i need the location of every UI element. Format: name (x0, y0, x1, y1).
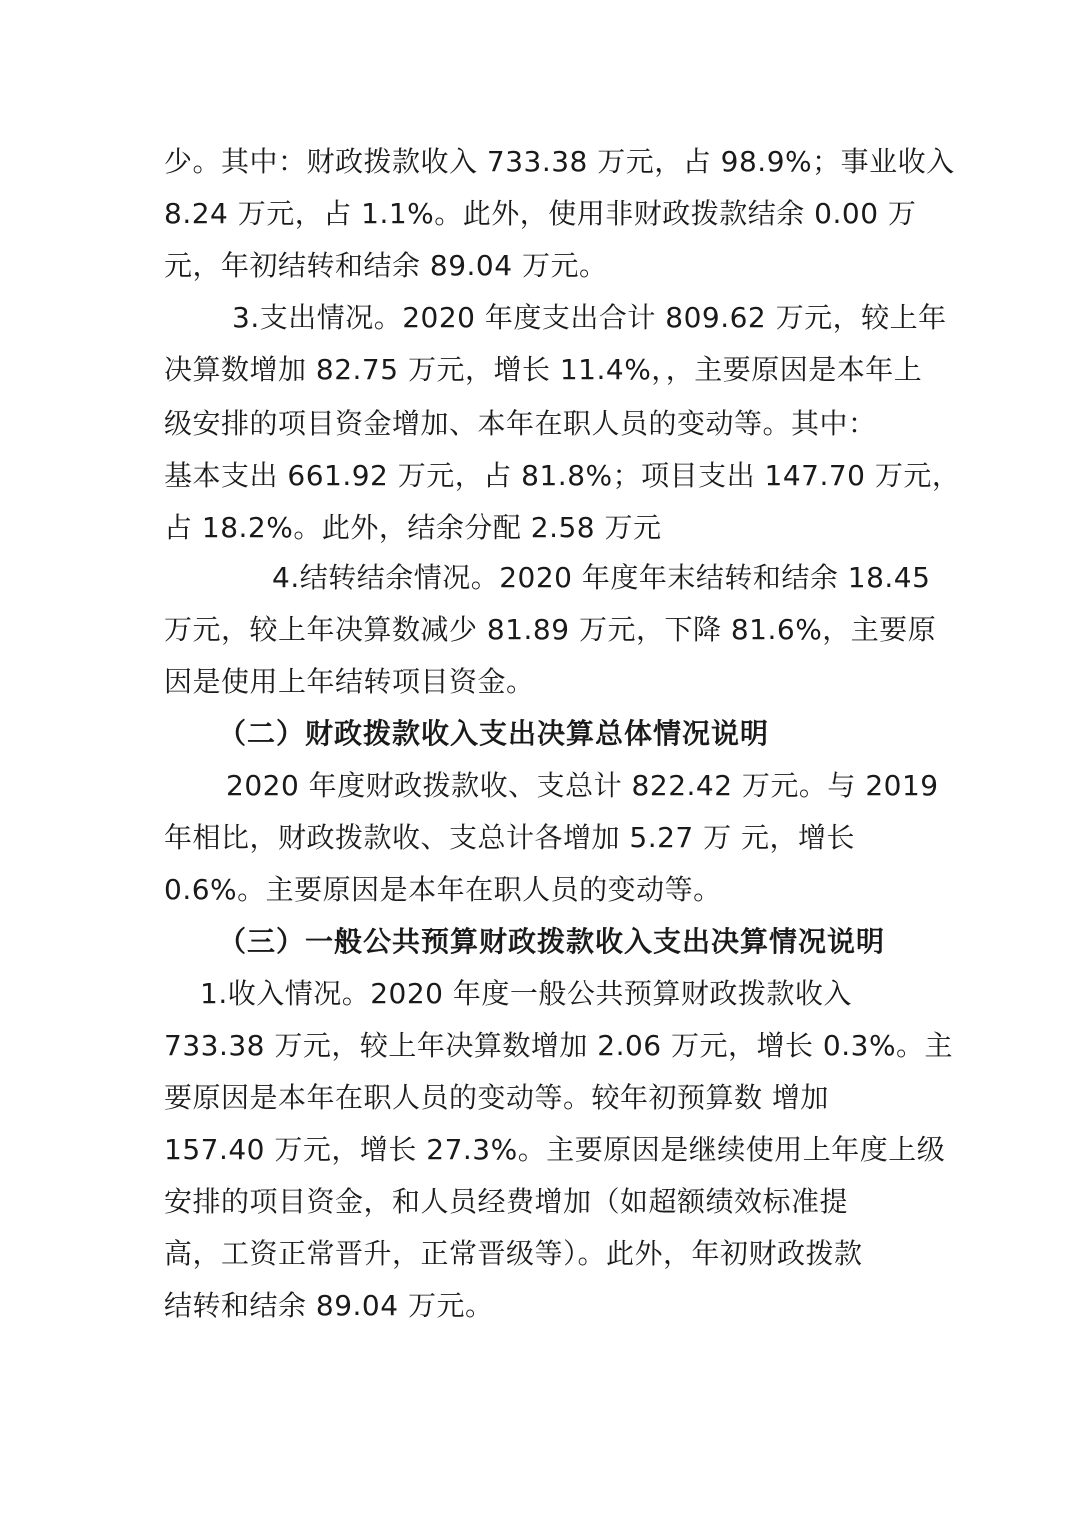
paragraph-line: 结转和结余 89.04 万元。 (164, 1289, 494, 1322)
paragraph-line: 要原因是本年在职人员的变动等。较年初预算数 增加 (164, 1081, 829, 1114)
paragraph-line: 高，工资正常晋升，正常晋级等）。此外，年初财政拨款 (164, 1237, 863, 1270)
paragraph-line: 基本支出 661.92 万元，占 81.8%；项目支出 147.70 万元， (164, 459, 961, 492)
paragraph-line: 157.40 万元，增长 27.3%。主要原因是继续使用上年度上级 (164, 1133, 946, 1166)
section-heading-general-budget: （三）一般公共预算财政拨款收入支出决算情况说明 (218, 925, 886, 958)
paragraph-line: 级安排的项目资金增加、本年在职人员的变动等。其中： (164, 407, 877, 440)
section-heading-fiscal-overview: （二）财政拨款收入支出决算总体情况说明 (218, 717, 770, 750)
paragraph-line: 年相比，财政拨款收、支总计各增加 5.27 万 元，增长 (164, 821, 856, 854)
paragraph-line: 733.38 万元，较上年决算数增加 2.06 万元，增长 0.3%。主 (164, 1029, 954, 1062)
paragraph-line: 元，年初结转和结余 89.04 万元。 (164, 249, 608, 282)
paragraph-line: 安排的项目资金，和人员经费增加（如超额绩效标准提 (164, 1185, 849, 1218)
paragraph-line: 2020 年度财政拨款收、支总计 822.42 万元。与 2019 (226, 769, 939, 802)
paragraph-line: 因是使用上年结转项目资金。 (164, 665, 535, 698)
paragraph-line: 决算数增加 82.75 万元，增长 11.4%，，主要原因是本年上 (164, 353, 923, 386)
paragraph-line: 万元，较上年决算数减少 81.89 万元，下降 81.6%，主要原 (164, 613, 937, 646)
paragraph-line-section-1-income: 1.收入情况。2020 年度一般公共预算财政拨款收入 (200, 977, 852, 1010)
paragraph-line: 占 18.2%。此外，结余分配 2.58 万元 (164, 511, 662, 544)
paragraph-line: 8.24 万元，占 1.1%。此外，使用非财政拨款结余 0.00 万 (164, 197, 917, 230)
paragraph-line-section-4-carryover: 4.结转结余情况。2020 年度年末结转和结余 18.45 (272, 561, 931, 594)
paragraph-line-section-3-expenditure: 3.支出情况。2020 年度支出合计 809.62 万元，较上年 (232, 301, 947, 334)
paragraph-line: 0.6%。主要原因是本年在职人员的变动等。 (164, 873, 722, 906)
paragraph-line: 少。其中：财政拨款收入 733.38 万元，占 98.9%；事业收入 (164, 145, 955, 178)
